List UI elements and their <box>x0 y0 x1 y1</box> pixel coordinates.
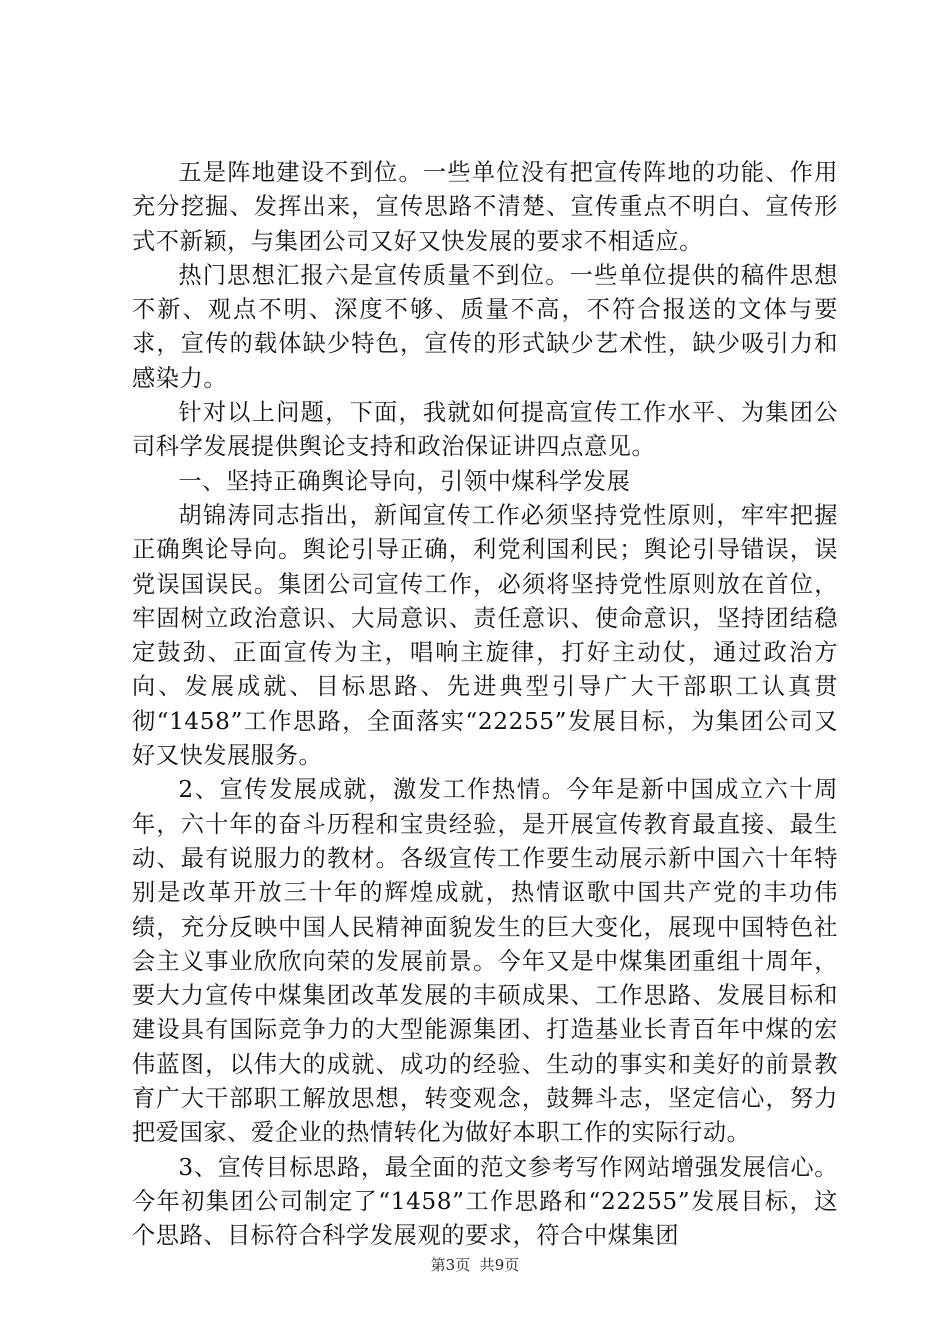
paragraph-development-achievements: 2、宣传发展成就，激发工作热情。今年是新中国成立六十周年，六十年的奋斗历程和宝贵经验，是开展宣传教育最直接、最生动、最有说服力的教材。各级宣传工作要生动展示新中国六十年特别是改革开放三十年的辉煌成就，热情讴歌中国共产党的丰功伟绩，充分反映中国人民精神面貌发生的巨大变化，展现中国特色社会主义事业欣欣向荣的发展前景。今年又是中煤集团重组十周年，要大力宣传中煤集团改革发展的丰硕成果、工作思路、发展目标和建设具有国际竞争力的大型能源集团、打造基业长青百年中煤的宏伟蓝图，以伟大的成就、成功的经验、生动的事实和美好的前景教育广大干部职工解放思想，转变观念，鼓舞斗志，坚定信心，努力把爱国家、爱企业的热情转化为做好本职工作的实际行动。 <box>132 776 838 1147</box>
page-total: 共9页 <box>479 1256 520 1274</box>
paragraph-four-opinions-intro: 针对以上问题，下面，我就如何提高宣传工作水平、为集团公司科学发展提供舆论支持和政治保证讲四点意见。 <box>132 399 838 461</box>
page-number: 第3页 <box>430 1256 471 1274</box>
section-heading-one: 一、坚持正确舆论导向，引领中煤科学发展 <box>178 467 631 495</box>
paragraph-quality-inadequate: 热门思想汇报六是宣传质量不到位。一些单位提供的稿件思想不新、观点不明、深度不够、质量不高，不符合报送的文体与要求，宣传的载体缺少特色，宣传的形式缺少艺术性，缺少吸引力和感染力。 <box>132 261 838 392</box>
document-body <box>132 156 838 1254</box>
paragraph-party-principle: 胡锦涛同志指出，新闻宣传工作必须坚持党性原则，牢牢把握正确舆论导向。舆论引导正确，利党利国利民；舆论引导错误，误党误国误民。集团公司宣传工作，必须将坚持党性原则放在首位，牢固树立政治意识、大局意识、责任意识、使命意识，坚持团结稳定鼓劲、正面宣传为主，唱响主旋律，打好主动仗，通过政治方向、发展成就、目标思路、先进典型引导广大干部职工认真贯彻“1458”工作思路，全面落实“22255”发展目标，为集团公司又好又快发展服务。 <box>132 501 838 770</box>
page-footer <box>0 1255 950 1275</box>
paragraph-positions-inadequate: 五是阵地建设不到位。一些单位没有把宣传阵地的功能、作用充分挖掘、发挥出来，宣传思路不清楚、宣传重点不明白、宣传形式不新颖，与集团公司又好又快发展的要求不相适应。 <box>132 159 838 255</box>
paragraph-goals-and-ideas: 3、宣传目标思路，最全面的范文参考写作网站增强发展信心。今年初集团公司制定了“1458”工作思路和“22255”发展目标，这个思路、目标符合科学发展观的要求，符合中煤集团 <box>132 1153 838 1250</box>
footer-separator <box>470 1256 480 1274</box>
